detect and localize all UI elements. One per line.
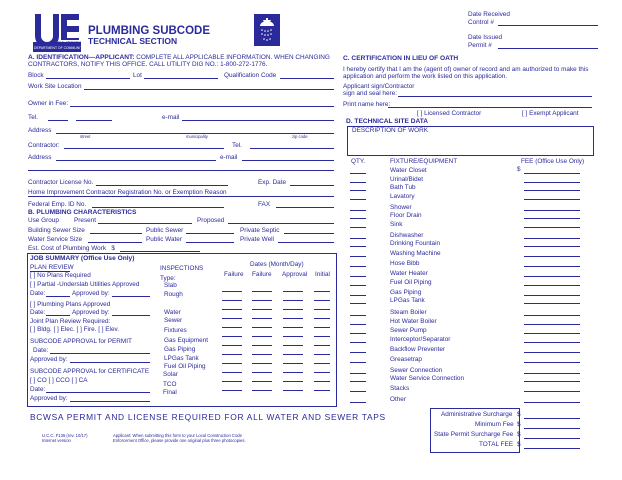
applicant-note-1: Applicant: When submitting this form to your Local Construction Code <box>113 433 242 438</box>
inspection-date-field[interactable] <box>222 291 242 292</box>
worksite-field[interactable] <box>84 89 334 90</box>
fixture-label: Bath Tub <box>390 184 416 191</box>
fixture-qty-field[interactable] <box>350 266 366 267</box>
applicant-note-2: Enforcement Office, please provide one original plus three photocopies. <box>113 438 246 443</box>
page-title: PLUMBING SUBCODE <box>88 25 211 37</box>
inspection-date-field[interactable] <box>283 309 303 310</box>
inspection-type-label: Type: <box>160 275 176 282</box>
block-field[interactable] <box>46 78 130 79</box>
fixture-fee-field[interactable] <box>524 381 580 382</box>
fixture-qty-field[interactable] <box>350 210 366 211</box>
fixture-fee-field[interactable] <box>524 266 580 267</box>
inspection-label: Rough <box>164 291 183 298</box>
contractor-tel-label: Tel. <box>232 142 242 149</box>
fixture-label: Drinking Fountain <box>390 240 441 247</box>
fixture-fee-field[interactable] <box>524 276 580 277</box>
inspection-date-field[interactable] <box>252 300 272 301</box>
admin-fee-field[interactable] <box>524 418 580 419</box>
inspection-date-field[interactable] <box>283 336 303 337</box>
inspection-date-field[interactable] <box>283 318 303 319</box>
fixture-fee-field[interactable] <box>524 227 580 228</box>
section-a-note2: CONTRACTORS, NOTIFY THIS OFFICE. CALL UTILITY DIG NO.: 1-800-272-1776. <box>28 61 268 68</box>
plan-review-label: PLAN REVIEW <box>30 264 74 271</box>
contractor-email-label: e-mail <box>220 154 238 161</box>
print-name-label: Print name here: <box>343 101 391 108</box>
inspection-label: Sewer <box>164 317 183 324</box>
minimum-fee-label: Minimum Fee <box>475 421 514 428</box>
dca-logo <box>33 12 100 52</box>
building-sewer-label: Building Sewer Size <box>28 227 85 234</box>
fixture-fee-field[interactable] <box>524 210 580 211</box>
fixture-qty-field[interactable] <box>350 199 366 200</box>
certify-text-1: I hereby certify that I am the (agent of) owner of record and am authorized to make this <box>343 66 589 73</box>
partial-approved-by-label: Approved by: <box>72 290 110 297</box>
fee-dollar: $ <box>517 166 521 173</box>
qty-header: QTY. <box>351 158 366 165</box>
fixture-qty-field[interactable] <box>350 333 366 334</box>
fixture-fee-field[interactable] <box>524 199 580 200</box>
fixture-qty-field[interactable] <box>350 362 366 363</box>
date-issued-label: Date Issued <box>468 34 503 41</box>
total-fee-label: TOTAL FEE <box>479 441 513 448</box>
fixture-fee-field[interactable] <box>524 190 580 191</box>
partial-date-field[interactable] <box>46 296 70 297</box>
subcode-permit-label: SUBCODE APPROVAL for PERMIT <box>30 338 132 345</box>
proposed-label: Proposed <box>197 217 225 224</box>
fixture-qty-field[interactable] <box>350 246 366 247</box>
subcode-cert-label: SUBCODE APPROVAL for CERTIFICATE <box>30 368 150 375</box>
description-label: DESCRIPTION OF WORK <box>352 127 428 134</box>
fixture-label: Backflow Preventer <box>390 346 446 353</box>
owner-tel-field[interactable] <box>48 120 68 121</box>
inspection-date-field[interactable] <box>314 363 330 364</box>
no-plans-checkbox[interactable]: [ ] No Plans Required <box>30 272 91 279</box>
section-a-note1: COMPLETE ALL APPLICABLE INFORMATION. WHEN CHANGING <box>136 54 330 61</box>
fixture-fee-field[interactable] <box>524 315 580 316</box>
inspection-label: Slab <box>164 282 177 289</box>
col-failure-1: Failure <box>224 271 244 278</box>
lot-field[interactable] <box>144 78 218 79</box>
col-approval: Approval <box>282 271 308 278</box>
fixture-label: Steam Boiler <box>390 309 427 316</box>
section-b-heading: B. PLUMBING CHARACTERISTICS <box>28 209 137 216</box>
fixture-fee-field[interactable] <box>524 373 580 374</box>
signature-field[interactable] <box>398 96 592 97</box>
private-septic-field[interactable] <box>284 233 334 234</box>
inspection-label: Gas Piping <box>164 346 196 353</box>
owner-email-field[interactable] <box>182 120 334 121</box>
inspection-date-field[interactable] <box>252 372 272 373</box>
inspection-date-field[interactable] <box>314 381 330 382</box>
date-received-label: Date Received <box>468 11 510 18</box>
inspection-label: Solar <box>163 371 178 378</box>
fixture-fee-field[interactable] <box>524 182 580 183</box>
present-label: Present <box>74 217 97 224</box>
fixture-qty-field[interactable] <box>350 373 366 374</box>
fixture-label: Gas Piping <box>390 289 422 296</box>
building-sewer-field[interactable] <box>90 233 142 234</box>
water-service-field[interactable] <box>88 242 142 243</box>
exempt-applicant-checkbox[interactable]: [ ] Exempt Applicant <box>522 110 579 117</box>
inspection-date-field[interactable] <box>314 318 330 319</box>
plans-approved-by-label: Approved by: <box>72 309 110 316</box>
plumbing-plans-checkbox[interactable]: [ ] Plumbing Plans Approved <box>30 301 111 308</box>
fixture-qty-field[interactable] <box>350 402 366 403</box>
form-number: U.C.C. F135 (rev. 10/17) <box>42 433 88 438</box>
fixture-qty-field[interactable] <box>350 324 366 325</box>
fixture-qty-field[interactable] <box>350 381 366 382</box>
qualification-label: Qualification Code <box>224 72 277 79</box>
public-water-field[interactable] <box>186 242 234 243</box>
fixture-label: Sewer Connection <box>390 367 443 374</box>
est-cost-label <box>28 245 115 252</box>
inspection-label: Fixtures <box>164 327 187 334</box>
inspection-date-field[interactable] <box>314 354 330 355</box>
fixture-label: Floor Drain <box>390 212 422 219</box>
inspection-date-field[interactable] <box>252 345 272 346</box>
permit-approved-by-field[interactable] <box>70 362 150 363</box>
certify-text-2: application and perform the work listed on this application. <box>343 73 508 80</box>
sign-label-2: sign and seal here: <box>343 90 398 97</box>
logo-state: NEW JERSEY <box>55 40 82 45</box>
joint-review-options[interactable]: [ ] Bldg. [ ] Elec. [ ] Fire. [ ] Elev. <box>30 326 120 333</box>
partial-approved-by-field[interactable] <box>112 296 150 297</box>
control-number-label: Control # <box>468 19 494 26</box>
fixture-label: Greasetrap <box>390 356 422 363</box>
joint-review-label: Joint Plan Review Required: <box>30 318 111 325</box>
inspection-date-field[interactable] <box>314 390 330 391</box>
inspection-date-field[interactable] <box>222 363 242 364</box>
fax-field[interactable] <box>276 207 334 208</box>
state-dollar: $ <box>517 431 521 438</box>
fixture-qty-field[interactable] <box>350 218 366 219</box>
fixture-label: Hot Water Boiler <box>390 318 437 325</box>
inspection-label: TCO <box>163 381 177 388</box>
public-water-label: Public Water <box>146 236 182 243</box>
exp-date-label: Exp. Date <box>258 179 287 186</box>
fixture-fee-field[interactable] <box>524 303 580 304</box>
col-initial: Initial <box>315 271 330 278</box>
fixture-label: Interceptor/Separator <box>390 336 451 343</box>
fixture-qty-field[interactable] <box>350 342 366 343</box>
inspection-date-field[interactable] <box>252 381 272 382</box>
inspection-date-field[interactable] <box>222 300 242 301</box>
inspection-label: Gas Equipment <box>164 337 209 344</box>
cert-approved-by-field[interactable] <box>70 401 150 402</box>
fixture-label: Urinal/Bidet <box>390 176 424 183</box>
bcwsa-banner: BCWSA PERMIT AND LICENSE REQUIRED FOR ALL WATER AND SEWER TAPS <box>30 412 386 422</box>
inspection-label: Water <box>164 309 181 316</box>
fixture-qty-field[interactable] <box>350 295 366 296</box>
inspection-date-field[interactable] <box>283 327 303 328</box>
fixture-label: Hose Bibb <box>390 260 420 267</box>
partial-date-label: Date: <box>30 290 46 297</box>
street-caption: street <box>80 134 91 139</box>
inspection-date-field[interactable] <box>252 291 272 292</box>
inspection-date-field[interactable] <box>314 372 330 373</box>
exp-date-field[interactable] <box>290 185 334 186</box>
use-group-label: Use Group <box>28 217 59 224</box>
plans-date-field[interactable] <box>46 315 70 316</box>
fixture-fee-field[interactable] <box>524 333 580 334</box>
fixture-fee-field[interactable] <box>524 352 580 353</box>
inspection-date-field[interactable] <box>252 309 272 310</box>
water-service-label: Water Service Size <box>28 236 83 243</box>
inspection-date-field[interactable] <box>222 345 242 346</box>
zip-caption: zip code <box>292 134 308 139</box>
federal-id-label: Federal Emp. ID No. <box>28 201 87 208</box>
section-c-heading: C. CERTIFICATION IN LIEU OF OATH <box>343 55 459 62</box>
logo-dept: DEPARTMENT OF COMMUNITY AFFAIRS <box>34 46 100 50</box>
plans-date-label: Date: <box>30 309 46 316</box>
owner-email-label: e-mail <box>162 114 180 121</box>
fax-label: FAX <box>258 201 271 208</box>
inspection-date-field[interactable] <box>252 354 272 355</box>
inspection-date-field[interactable] <box>252 363 272 364</box>
fixture-fee-field[interactable] <box>524 246 580 247</box>
present-field[interactable] <box>98 223 192 224</box>
inspection-date-field[interactable] <box>314 291 330 292</box>
permit-approved-by-label: Approved by: <box>30 356 68 363</box>
owner-tel-label: Tel. <box>28 114 38 121</box>
permit-date-field[interactable] <box>50 353 150 354</box>
fixture-qty-field[interactable] <box>350 227 366 228</box>
cert-approved-by-label: Approved by: <box>30 395 68 402</box>
fixture-qty-field[interactable] <box>350 182 366 183</box>
license-field[interactable] <box>96 185 228 186</box>
private-well-label: Private Well <box>240 236 274 243</box>
worksite-label: Work Site Location <box>28 83 82 90</box>
inspection-date-field[interactable] <box>252 318 272 319</box>
owner-tel-field-2[interactable] <box>76 120 112 121</box>
permit-number-label: Permit # <box>468 42 492 49</box>
inspection-date-field[interactable] <box>283 291 303 292</box>
state-surcharge-label: State Permit Surcharge Fee <box>434 431 514 438</box>
fixture-label: Other <box>390 396 406 403</box>
block-label: Block <box>28 72 44 79</box>
fixture-label: Stacks <box>390 385 410 392</box>
internet-version: Internet version <box>42 438 71 443</box>
fixture-label: Fuel Oil Piping <box>390 279 432 286</box>
inspection-date-field[interactable] <box>222 372 242 373</box>
proposed-field[interactable] <box>228 223 334 224</box>
contractor-tel-field[interactable] <box>250 148 334 149</box>
fixture-label: LPGas Tank <box>390 297 425 304</box>
fixture-qty-field[interactable] <box>350 276 366 277</box>
fixture-fee-field[interactable] <box>524 391 580 392</box>
inspection-date-field[interactable] <box>283 345 303 346</box>
section-a-heading: A. IDENTIFICATION—APPLICANT: <box>28 54 135 61</box>
inspection-date-field[interactable] <box>283 390 303 391</box>
inspection-date-field[interactable] <box>283 372 303 373</box>
fixture-qty-field[interactable] <box>350 391 366 392</box>
est-cost-text: Est. Cost of Plumbing Work <box>28 245 107 252</box>
minimum-fee-field[interactable] <box>524 428 580 429</box>
inspection-date-field[interactable] <box>222 354 242 355</box>
fixture-fee-field[interactable] <box>524 342 580 343</box>
contractor-address-field-2[interactable] <box>28 170 334 171</box>
fixture-label: Sewer Pump <box>390 327 427 334</box>
fixture-fee-field[interactable] <box>524 218 580 219</box>
col-failure-2: Failure <box>252 271 272 278</box>
fixture-label: Shower <box>390 204 412 211</box>
fixture-fee-field[interactable] <box>524 324 580 325</box>
inspection-date-field[interactable] <box>222 336 242 337</box>
inspection-date-field[interactable] <box>252 336 272 337</box>
inspection-date-field[interactable] <box>222 381 242 382</box>
fixture-label: Water Heater <box>390 270 428 277</box>
fixture-label: Water Closet <box>390 167 427 174</box>
fixture-label: Washing Machine <box>390 250 441 257</box>
shower-icon <box>254 14 280 46</box>
municipality-caption: municipality <box>186 134 208 139</box>
fixture-label: Sink <box>390 221 403 228</box>
sign-label-1: Applicant sign/Contractor <box>343 83 415 90</box>
fixture-label: Lavatory <box>390 193 415 200</box>
fixture-fee-field[interactable] <box>524 173 580 174</box>
owner-address-label: Address <box>28 127 52 134</box>
public-sewer-field[interactable] <box>186 233 234 234</box>
inspection-date-field[interactable] <box>222 318 242 319</box>
contractor-address-field[interactable] <box>56 160 216 161</box>
home-improvement-label: Home Improvement Contractor Registration No. or Exemption Reason <box>28 189 227 196</box>
contractor-field[interactable] <box>64 148 224 149</box>
inspection-date-field[interactable] <box>283 381 303 382</box>
owner-label: Owner in Fee: <box>28 100 69 107</box>
fixture-qty-field[interactable] <box>350 315 366 316</box>
inspection-date-field[interactable] <box>222 327 242 328</box>
partial-approved-checkbox[interactable]: [ ] Partial -Underslab Utilities Approved <box>30 281 140 288</box>
section-d-heading: D. TECHNICAL SITE DATA <box>346 118 429 125</box>
fee-header: FEE (Office Use Only) <box>521 158 585 165</box>
section-a-heading-line1 <box>28 54 330 61</box>
inspection-date-field[interactable] <box>314 327 330 328</box>
dates-month-day-label: Dates (Month/Day) <box>250 261 304 268</box>
cert-date-field[interactable] <box>46 392 150 393</box>
page-subtitle: TECHNICAL SECTION <box>88 36 178 46</box>
home-improvement-field[interactable] <box>28 196 334 197</box>
minimum-dollar: $ <box>517 421 521 428</box>
contractor-address-label: Address <box>28 154 52 161</box>
public-sewer-label: Public Sewer <box>146 227 184 234</box>
total-fee-field[interactable] <box>524 448 580 449</box>
fixture-label: Water Service Connection <box>390 375 464 382</box>
inspection-label: LPGas Tank <box>164 355 199 362</box>
fixture-fee-field[interactable] <box>524 238 580 239</box>
inspection-label: Fuel Oil Piping <box>164 363 206 370</box>
control-number-field[interactable] <box>498 25 598 26</box>
fixture-fee-field[interactable] <box>524 362 580 363</box>
inspection-date-field[interactable] <box>314 309 330 310</box>
inspection-date-field[interactable] <box>252 390 272 391</box>
fixture-label: Dishwasher <box>390 232 424 239</box>
cert-options[interactable]: [ ] CO [ ] CCO [ ] CA <box>30 377 88 384</box>
license-label: Contractor License No. <box>28 179 94 186</box>
inspection-date-field[interactable] <box>252 327 272 328</box>
inspection-label: Final <box>163 389 177 396</box>
inspection-date-field[interactable] <box>222 309 242 310</box>
est-cost-dollar: $ <box>111 245 115 252</box>
contractor-email-field[interactable] <box>242 160 334 161</box>
cert-date-label: Date: <box>30 386 46 393</box>
fixture-qty-field[interactable] <box>350 173 366 174</box>
lot-label: Lot <box>133 72 142 79</box>
fixture-qty-field[interactable] <box>350 238 366 239</box>
fixture-fee-field[interactable] <box>524 295 580 296</box>
fixture-fee-field[interactable] <box>524 256 580 257</box>
inspections-label: INSPECTIONS <box>160 265 204 272</box>
fixture-fee-field[interactable] <box>524 285 580 286</box>
owner-field[interactable] <box>70 106 334 107</box>
federal-id-field[interactable] <box>92 207 224 208</box>
print-name-field[interactable] <box>388 107 592 108</box>
fixture-qty-field[interactable] <box>350 285 366 286</box>
licensed-contractor-checkbox[interactable]: [ ] Licensed Contractor <box>417 110 482 117</box>
inspection-date-field[interactable] <box>314 300 330 301</box>
state-fee-field[interactable] <box>524 438 580 439</box>
fixture-qty-field[interactable] <box>350 256 366 257</box>
admin-surcharge-label: Administrative Surcharge <box>441 411 513 418</box>
fixture-fee-field[interactable] <box>524 402 580 403</box>
permit-date-label: Date: <box>33 347 49 354</box>
fixture-header: FIXTURE/EQUIPMENT <box>390 158 458 165</box>
qualification-field[interactable] <box>280 78 334 79</box>
private-well-field[interactable] <box>278 242 334 243</box>
inspection-date-field[interactable] <box>283 300 303 301</box>
job-summary-title: JOB SUMMARY (Office Use Only) <box>30 255 135 262</box>
private-septic-label: Private Septic <box>240 227 280 234</box>
inspection-date-field[interactable] <box>283 363 303 364</box>
fixture-qty-field[interactable] <box>350 303 366 304</box>
contractor-label: Contractor: <box>28 142 60 149</box>
plans-approved-by-field[interactable] <box>112 315 150 316</box>
fixture-qty-field[interactable] <box>350 352 366 353</box>
inspection-date-field[interactable] <box>222 390 242 391</box>
est-cost-field[interactable] <box>120 251 200 252</box>
permit-number-field[interactable] <box>498 48 598 49</box>
inspection-date-field[interactable] <box>314 336 330 337</box>
inspection-date-field[interactable] <box>314 345 330 346</box>
inspection-date-field[interactable] <box>283 354 303 355</box>
fixture-qty-field[interactable] <box>350 190 366 191</box>
admin-dollar: $ <box>517 411 521 418</box>
total-dollar: $ <box>517 441 521 448</box>
